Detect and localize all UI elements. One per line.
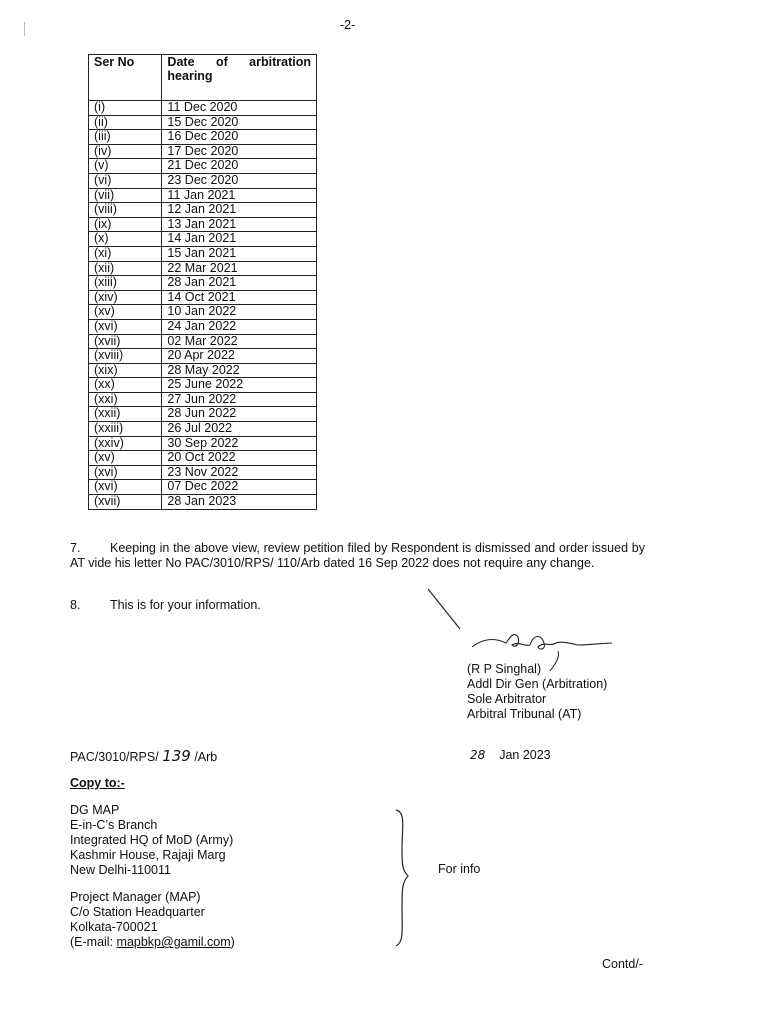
hearing-date-cell: 20 Oct 2022 <box>162 451 317 466</box>
table-row <box>89 261 317 276</box>
email-link[interactable]: mapbkp@gamil.com <box>116 935 231 949</box>
ser-no-cell: (iv) <box>89 144 162 159</box>
ser-no-cell: (xii) <box>89 261 162 276</box>
table-row <box>89 246 317 261</box>
signatory-designation: Addl Dir Gen (Arbitration) <box>467 677 608 691</box>
address-line: E-in-C’s Branch <box>70 818 158 832</box>
curly-brace-icon <box>392 808 422 948</box>
email-line <box>70 935 235 950</box>
hearing-date-cell: 10 Jan 2022 <box>162 305 317 320</box>
table-row <box>89 495 317 510</box>
ser-no-cell: (xi) <box>89 246 162 261</box>
signatory-name: (R P Singhal) <box>467 662 542 676</box>
table-body <box>89 101 317 510</box>
table-row <box>89 188 317 203</box>
ser-no-cell: (vii) <box>89 188 162 203</box>
hearing-date-cell: 30 Sep 2022 <box>162 436 317 451</box>
table-row <box>89 144 317 159</box>
table-row <box>89 334 317 349</box>
ser-no-cell: (x) <box>89 232 162 247</box>
table-row <box>89 101 317 116</box>
signature-block <box>467 662 607 722</box>
table-row <box>89 203 317 218</box>
ser-no-cell: (xv) <box>89 305 162 320</box>
addressee-project-manager <box>70 890 235 950</box>
hearing-date-cell: 28 May 2022 <box>162 363 317 378</box>
hearing-date-cell: 12 Jan 2021 <box>162 203 317 218</box>
ser-no-cell: (xvii) <box>89 495 162 510</box>
hearing-date-cell: 28 Jun 2022 <box>162 407 317 422</box>
table-row <box>89 159 317 174</box>
hearing-date-cell: 28 Jan 2021 <box>162 276 317 291</box>
ser-no-header: Ser No <box>89 55 162 101</box>
ser-no-cell: (ix) <box>89 217 162 232</box>
hearing-date-cell: 24 Jan 2022 <box>162 319 317 334</box>
address-line: Kolkata-700021 <box>70 920 158 934</box>
hearing-date-cell: 13 Jan 2021 <box>162 217 317 232</box>
table-row <box>89 276 317 291</box>
reference-suffix: /Arb <box>194 750 218 764</box>
ser-no-cell: (xvi) <box>89 319 162 334</box>
hearing-date-cell: 28 Jan 2023 <box>162 495 317 510</box>
ser-no-cell: (xxi) <box>89 392 162 407</box>
paragraph-8-text: This is for your information. <box>110 598 261 612</box>
hearing-date-cell: 02 Mar 2022 <box>162 334 317 349</box>
paragraph-8-number: 8. <box>70 598 81 612</box>
ser-no-cell: (xx) <box>89 378 162 393</box>
table-row <box>89 422 317 437</box>
copy-to-heading: Copy to:- <box>70 776 125 790</box>
address-line: New Delhi-110011 <box>70 863 171 877</box>
hearing-date-header-line2: hearing <box>167 68 213 83</box>
ser-no-cell: (xvi) <box>89 465 162 480</box>
ser-no-cell: (vi) <box>89 173 162 188</box>
table-row <box>89 217 317 232</box>
ser-no-cell: (xxiii) <box>89 422 162 437</box>
table-row <box>89 290 317 305</box>
table-row <box>89 392 317 407</box>
ser-no-cell: (iii) <box>89 130 162 145</box>
table-row <box>89 465 317 480</box>
ser-no-cell: (xxiv) <box>89 436 162 451</box>
hearing-dates-table <box>88 54 317 510</box>
ser-no-cell: (v) <box>89 159 162 174</box>
hearing-date-cell: 25 June 2022 <box>162 378 317 393</box>
ser-no-cell: (xix) <box>89 363 162 378</box>
ser-no-cell: (xv) <box>89 451 162 466</box>
page-number: -2- <box>340 18 356 32</box>
reference-number <box>70 747 217 765</box>
table-row <box>89 480 317 495</box>
hearing-date-cell: 23 Dec 2020 <box>162 173 317 188</box>
address-line: Kashmir House, Rajaji Marg <box>70 848 226 862</box>
hearing-date-cell: 23 Nov 2022 <box>162 465 317 480</box>
ser-no-cell: (viii) <box>89 203 162 218</box>
hearing-date-cell: 26 Jul 2022 <box>162 422 317 437</box>
table-row <box>89 173 317 188</box>
ser-no-cell: (xiii) <box>89 276 162 291</box>
for-info-label: For info <box>438 862 481 876</box>
hearing-date-cell: 20 Apr 2022 <box>162 349 317 364</box>
ser-no-cell: (xviii) <box>89 349 162 364</box>
hearing-date-cell: 14 Oct 2021 <box>162 290 317 305</box>
ser-no-cell: (xvi) <box>89 480 162 495</box>
table-row <box>89 130 317 145</box>
address-line: Project Manager (MAP) <box>70 890 201 904</box>
hearing-date-cell: 21 Dec 2020 <box>162 159 317 174</box>
addressee-dg-map <box>70 803 233 878</box>
hearing-date-cell: 07 Dec 2022 <box>162 480 317 495</box>
hearing-date-cell: 22 Mar 2021 <box>162 261 317 276</box>
table-row <box>89 232 317 247</box>
table-row <box>89 319 317 334</box>
hearing-date-header <box>162 55 317 101</box>
reference-prefix: PAC/3010/RPS/ <box>70 750 159 764</box>
continued-label: Contd/- <box>602 957 643 971</box>
reference-handwritten-number: 139 <box>162 747 191 765</box>
address-line: C/o Station Headquarter <box>70 905 205 919</box>
issue-date <box>470 748 551 762</box>
table-row <box>89 436 317 451</box>
hearing-date-cell: 15 Jan 2021 <box>162 246 317 261</box>
signatory-role: Sole Arbitrator <box>467 692 547 706</box>
issue-date-handwritten-day: 28 <box>470 748 486 762</box>
hearing-date-cell: 14 Jan 2021 <box>162 232 317 247</box>
paragraph-7-number: 7. <box>70 541 81 555</box>
ser-no-cell: (i) <box>89 101 162 116</box>
table-row <box>89 363 317 378</box>
table-row <box>89 451 317 466</box>
ser-no-cell: (xxii) <box>89 407 162 422</box>
hearing-date-header-line1: Date of arbitration <box>167 55 311 69</box>
signatory-tribunal: Arbitral Tribunal (AT) <box>467 707 582 721</box>
ser-no-cell: (xiv) <box>89 290 162 305</box>
table-row <box>89 378 317 393</box>
issue-date-month-year: Jan 2023 <box>499 748 551 762</box>
hearing-date-cell: 16 Dec 2020 <box>162 130 317 145</box>
hearing-date-cell: 27 Jun 2022 <box>162 392 317 407</box>
paragraph-7 <box>70 541 645 570</box>
hearing-date-cell: 11 Dec 2020 <box>162 101 317 116</box>
paragraph-7-text: Keeping in the above view, review petition filed by Respondent is dismissed and order issued by AT vide his letter No PAC/3010/RPS/ 110/Arb dated 16 Sep 2022 does not require any change. <box>70 541 645 570</box>
ser-no-cell: (xvii) <box>89 334 162 349</box>
table-row <box>89 407 317 422</box>
hearing-date-cell: 15 Dec 2020 <box>162 115 317 130</box>
table-header-row <box>89 55 317 101</box>
hearing-date-cell: 17 Dec 2020 <box>162 144 317 159</box>
address-line: Integrated HQ of MoD (Army) <box>70 833 234 847</box>
margin-mark <box>24 22 25 36</box>
table-row <box>89 115 317 130</box>
email-prefix: (E-mail: <box>70 935 117 949</box>
hearing-date-cell: 11 Jan 2021 <box>162 188 317 203</box>
ser-no-cell: (ii) <box>89 115 162 130</box>
address-line: DG MAP <box>70 803 120 817</box>
table-row <box>89 349 317 364</box>
email-suffix: ) <box>230 935 235 949</box>
table-row <box>89 305 317 320</box>
